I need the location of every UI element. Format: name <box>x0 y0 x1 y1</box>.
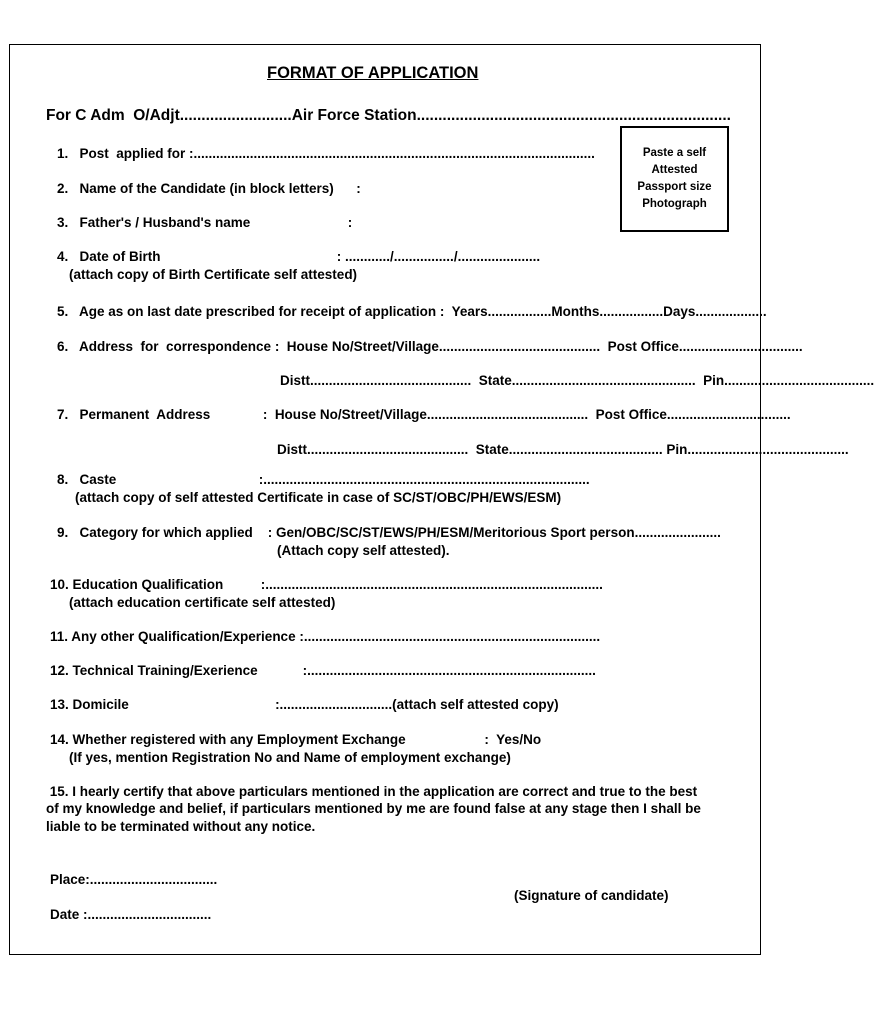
item-candidate-name: 2. Name of the Candidate (in block letters) : <box>57 181 361 196</box>
item-correspondence-address: 6. Address for correspondence : House No/Street/Village........................................... Post Office................................. <box>57 339 803 354</box>
place-field: Place:.................................. <box>50 872 218 887</box>
item-date-of-birth: 4. Date of Birth : ............/................/...................... <box>57 249 541 264</box>
item-domicile: 13. Domicile :..............................(attach self attested copy) <box>50 697 559 712</box>
item-caste-note: (attach copy of self attested Certificate in case of SC/ST/OBC/PH/EWS/ESM) <box>75 490 562 505</box>
item-date-of-birth-note: (attach copy of Birth Certificate self attested) <box>69 267 358 282</box>
item-category: 9. Category for which applied : Gen/OBC/SC/ST/EWS/PH/ESM/Meritorious Sport person....................... <box>57 525 721 540</box>
declaration-line-3: liable to be terminated without any notice. <box>46 819 316 834</box>
item-permanent-address: 7. Permanent Address : House No/Street/Village........................................... Post Office................................. <box>57 407 791 422</box>
item-father-husband-name: 3. Father's / Husband's name : <box>57 215 353 230</box>
photo-box <box>620 126 729 232</box>
item-employment-exchange-note: (If yes, mention Registration No and Name of employment exchange) <box>69 750 511 765</box>
item-correspondence-address-line2: Distt........................................... State................................................. Pin........................................ <box>280 373 874 388</box>
item-post-applied: 1. Post applied for :........................................................................................................... <box>57 146 595 161</box>
item-category-note: (Attach copy self attested). <box>277 543 450 558</box>
item-technical-training: 12. Technical Training/Exerience :............................................................................. <box>50 663 596 678</box>
item-education: 10. Education Qualification :.......................................................................................... <box>50 577 603 592</box>
item-permanent-address-line2: Distt........................................... State......................................... Pin........................................... <box>277 442 849 457</box>
header-line: For C Adm O/Adjt..........................Air Force Station......................................................................... <box>46 107 731 124</box>
item-other-qualification: 11. Any other Qualification/Experience :............................................................................... <box>50 629 601 644</box>
item-employment-exchange: 14. Whether registered with any Employment Exchange : Yes/No <box>50 732 542 747</box>
item-age: 5. Age as on last date prescribed for receipt of application : Years.................Months.................Days................... <box>57 304 767 319</box>
form-title: FORMAT OF APPLICATION <box>267 64 479 82</box>
signature-label: (Signature of candidate) <box>514 888 669 903</box>
date-field: Date :................................. <box>50 907 212 922</box>
item-education-note: (attach education certificate self attested) <box>69 595 336 610</box>
item-caste: 8. Caste :....................................................................................... <box>57 472 590 487</box>
photo-box-label: Paste a self Attested Passport size Photograph <box>637 147 712 210</box>
declaration-line-1: 15. I hearly certify that above particulars mentioned in the application are correct and true to the best <box>46 784 698 799</box>
declaration-line-2: of my knowledge and belief, if particulars mentioned by me are found false at any stage then I shall be <box>46 801 701 816</box>
